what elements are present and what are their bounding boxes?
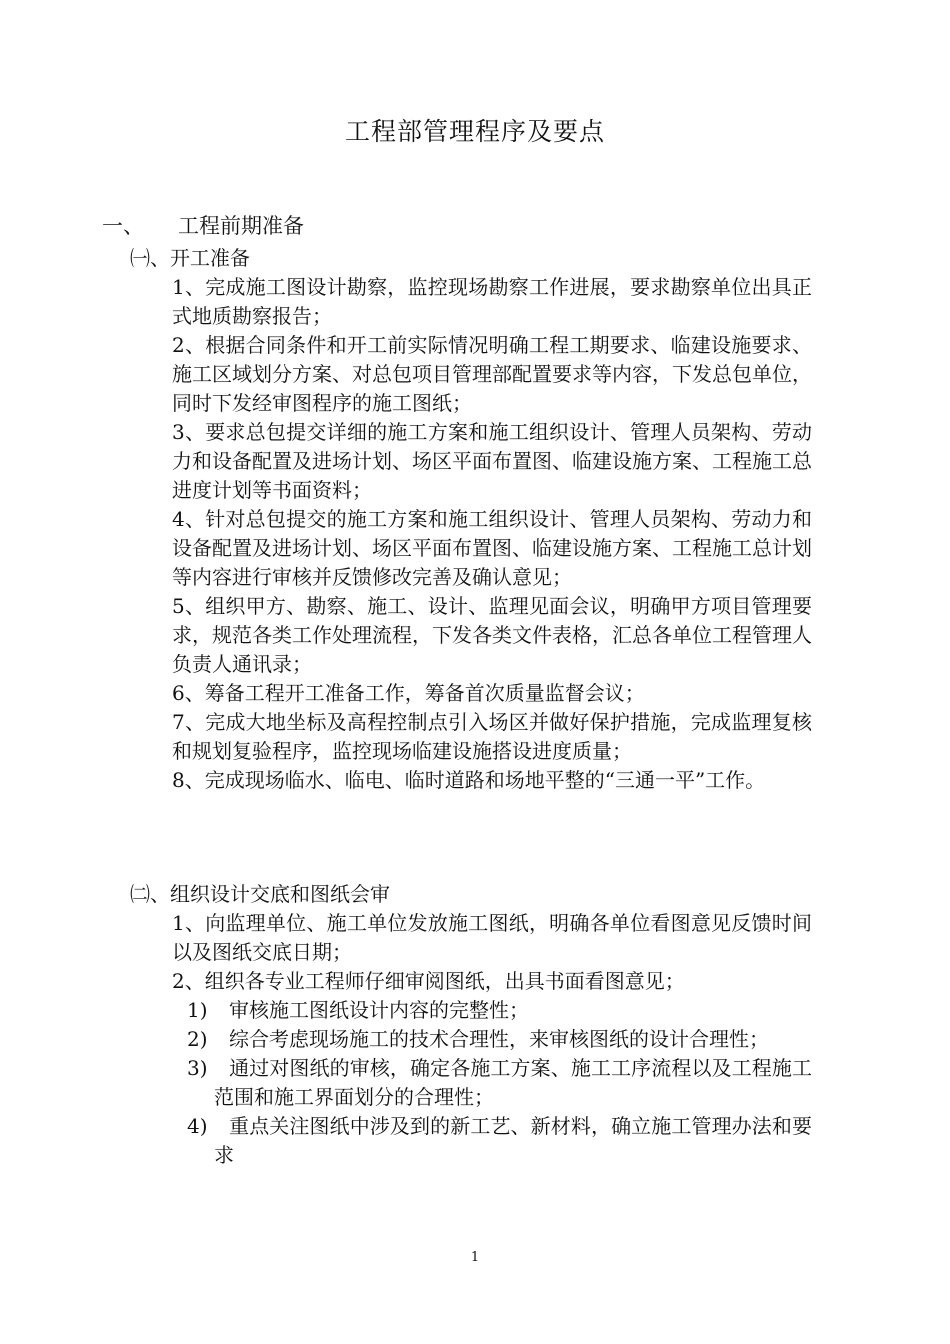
list-item: 1、向监理单位、施工单位发放施工图纸，明确各单位看图意见反馈时间以及图纸交底日期； [172, 911, 812, 964]
sub-item-number: 2) [187, 1027, 208, 1051]
subsection-heading-design-review: ㈡、组织设计交底和图纸会审 [130, 882, 390, 906]
list-item: 1、完成施工图设计勘察，监控现场勘察工作进展，要求勘察单位出具正式地质勘察报告； [172, 275, 812, 328]
numbered-sub-item [187, 1112, 812, 1170]
design-review-list [172, 909, 812, 1170]
list-item: 6、筹备工程开工准备工作，筹备首次质量监督会议； [172, 681, 645, 705]
sub-item-text: 审核施工图纸设计内容的完整性； [229, 998, 529, 1022]
list-item: 8、完成现场临水、临电、临时道路和场地平整的“三通一平”工作。 [172, 768, 766, 792]
sub-item-number: 1) [187, 998, 208, 1022]
document-title: 工程部管理程序及要点 [344, 117, 605, 146]
numbered-sub-item [187, 1054, 812, 1112]
section-heading [102, 210, 304, 242]
list-item: 3、要求总包提交详细的施工方案和施工组织设计、管理人员架构、劳动力和设备配置及进场计划、场区平面布置图、临建设施方案、工程施工总进度计划等书面资料； [172, 420, 812, 502]
list-item: 4、针对总包提交的施工方案和施工组织设计、管理人员架构、劳动力和设备配置及进场计划、场区平面布置图、临建设施方案、工程施工总计划等内容进行审核并反馈修改完善及确认意见； [172, 507, 812, 589]
list-item: 5、组织甲方、勘察、施工、设计、监理见面会议，明确甲方项目管理要求，规范各类工作处理流程，下发各类文件表格，汇总各单位工程管理人负责人通讯录； [172, 594, 812, 676]
subsection-heading-start-prep: ㈠、开工准备 [130, 246, 250, 270]
list-item: 2、根据合同条件和开工前实际情况明确工程工期要求、临建设施要求、施工区域划分方案、对总包项目管理部配置要求等内容，下发总包单位，同时下发经审图程序的施工图纸； [172, 333, 812, 415]
sub-item-text: 通过对图纸的审核，确定各施工方案、施工工序流程以及工程施工范围和施工界面划分的合理性； [214, 1056, 812, 1109]
sub-item-number: 3) [187, 1056, 208, 1080]
start-prep-list [172, 273, 812, 795]
list-item: 2、组织各专业工程师仔细审阅图纸，出具书面看图意见； [172, 969, 685, 993]
page-number: 1 [470, 1250, 480, 1265]
section-number: 一、 [102, 214, 144, 238]
list-item: 7、完成大地坐标及高程控制点引入场区并做好保护措施，完成监理复核和规划复验程序，监控现场临建设施搭设进度质量； [172, 710, 812, 763]
sub-item-text: 重点关注图纸中涉及到的新工艺、新材料，确立施工管理办法和要求 [214, 1114, 812, 1167]
numbered-sub-item [187, 1025, 812, 1054]
sub-item-number: 4) [187, 1114, 208, 1138]
numbered-sub-item [187, 996, 812, 1025]
sub-item-text: 综合考虑现场施工的技术合理性，来审核图纸的设计合理性； [229, 1027, 769, 1051]
section-title: 工程前期准备 [178, 214, 304, 238]
